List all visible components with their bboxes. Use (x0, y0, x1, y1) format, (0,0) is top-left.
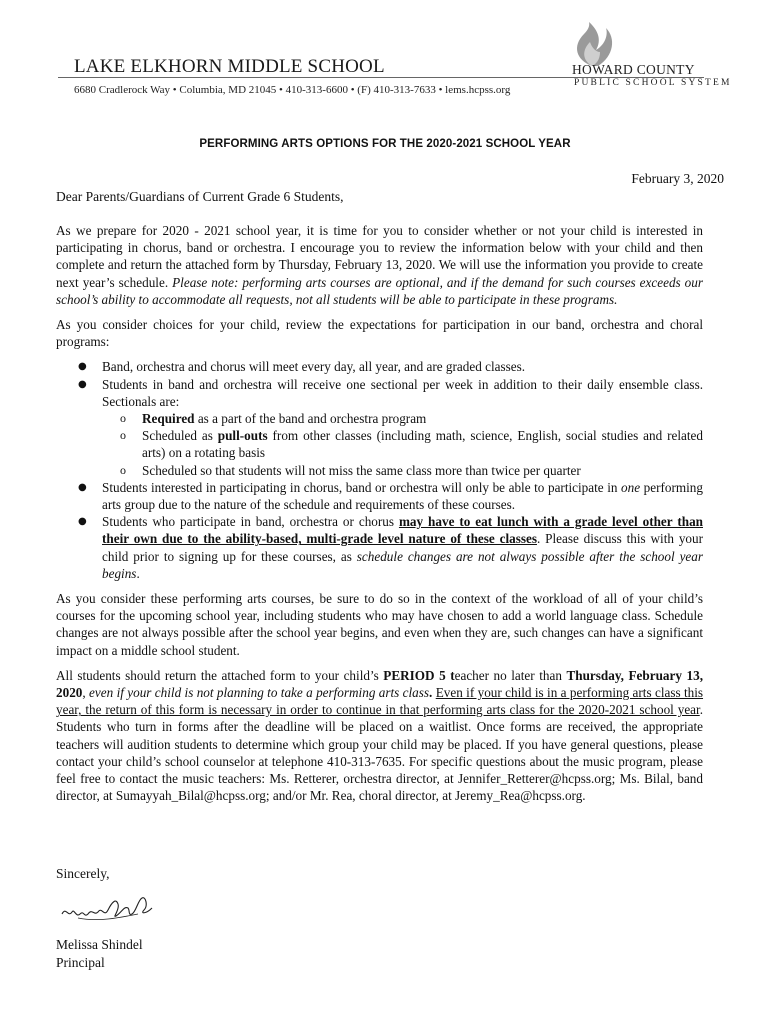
letter-date: February 3, 2020 (631, 171, 724, 186)
page-title: PERFORMING ARTS OPTIONS FOR THE 2020-2021 SCHOOL YEAR (199, 138, 571, 150)
list-item: o Scheduled so that students will not miss the same class more than twice per quarter (142, 462, 703, 479)
closing-sincerely: Sincerely, (56, 866, 110, 881)
school-address: 6680 Cradlerock Way • Columbia, MD 21045 • 410-313-6600 • (F) 410-313-7633 • lems.hcpss.org (74, 84, 511, 96)
list-item: ● Students interested in participating in chorus, band or orchestra will only be able to participate in one performing arts group due to the nature of the schedule and requirements of these courses. (102, 479, 703, 513)
signer-title: Principal (56, 955, 105, 970)
signature-icon (58, 888, 158, 934)
paragraph-workload: As you consider these performing arts courses, be sure to do so in the context of the workload of all of your child’s courses for the upcoming school year, including students who may have chosen to add a world language class. Schedule changes are not always possible after the school year begins, and even when they are, such changes can have a significant impact on a middle school student. (56, 591, 703, 658)
district-logo (562, 22, 732, 102)
list-item: ● Students in band and orchestra will receive one sectional per week in addition to their daily ensemble class. Sectionals are: o Required as a part of the band and orchestra program o Scheduled as pull-outs from other classes (including math, science, English, social studies and related arts) on a rotating basis o Scheduled so that students will not miss the same class more than twice per quarter (102, 376, 703, 479)
list-item: ● Students who participate in band, orchestra or chorus may have to eat lunch with a grade level other than their own due to the ability-based, multi-grade level nature of these classes. Please discuss this with your child prior to signing up for these courses, as schedule changes are not always possible after the school year begins. (102, 513, 703, 582)
sectionals-list (102, 410, 703, 479)
signature (58, 888, 158, 934)
list-item: o Required as a part of the band and orchestra program (142, 410, 703, 427)
paragraph-return-form: All students should return the attached form to your child’s PERIOD 5 teacher no later than Thursday, February 13, 2020, even if your child is not planning to take a performing arts class. Even if your child is in a performing arts class this year, the return of this form is necessary in order to continue in that performing arts class for the 2020-2021 school year. Students who turn in forms after the deadline will be placed on a waitlist. Once forms are received, the appropriate teachers will audition students to determine which group your child may be placed. If you have general questions, please contact your child’s school counselor at telephone 410-313-7635. For specific questions about the music program, please feel free to contact the music teachers: Ms. Retterer, orchestra director, at Jennifer_Retterer@hcpss.org; Ms. Bilal, band director, at Sumayyah_Bilal@hcpss.org; and/or Mr. Rea, choral director, at Jeremy_Rea@hcpss.org. (56, 667, 704, 804)
list-item: o Scheduled as pull-outs from other classes (including math, science, English, social studies and related arts) on a rotating basis (142, 427, 703, 461)
paragraph-choices: As you consider choices for your child, review the expectations for participation in our band, orchestra and choral programs: (56, 317, 703, 350)
salutation: Dear Parents/Guardians of Current Grade 6 Students, (56, 189, 344, 204)
paragraph-intro: As we prepare for 2020 - 2021 school year, it is time for you to consider whether or not your child is interested in participating in chorus, band or orchestra. I encourage you to review the information below with your child and then complete and return the attached form by Thursday, February 13, 2020. We will use the information you provide to create next year’s schedule. Please note: performing arts courses are optional, and if the demand for such courses exceeds our school’s ability to accommodate all requests, not all students will be able to participate in these programs. (56, 223, 703, 307)
list-item: ● Band, orchestra and chorus will meet every day, all year, and are graded classes. (102, 358, 703, 375)
school-name: LAKE ELKHORN MIDDLE SCHOOL (74, 56, 385, 77)
letter-body (56, 222, 703, 813)
expectations-list (56, 358, 703, 582)
district-subtitle: PUBLIC SCHOOL SYSTEM (574, 78, 732, 88)
signer-name: Melissa Shindel (56, 937, 143, 952)
district-name: HOWARD COUNTY (572, 62, 695, 77)
